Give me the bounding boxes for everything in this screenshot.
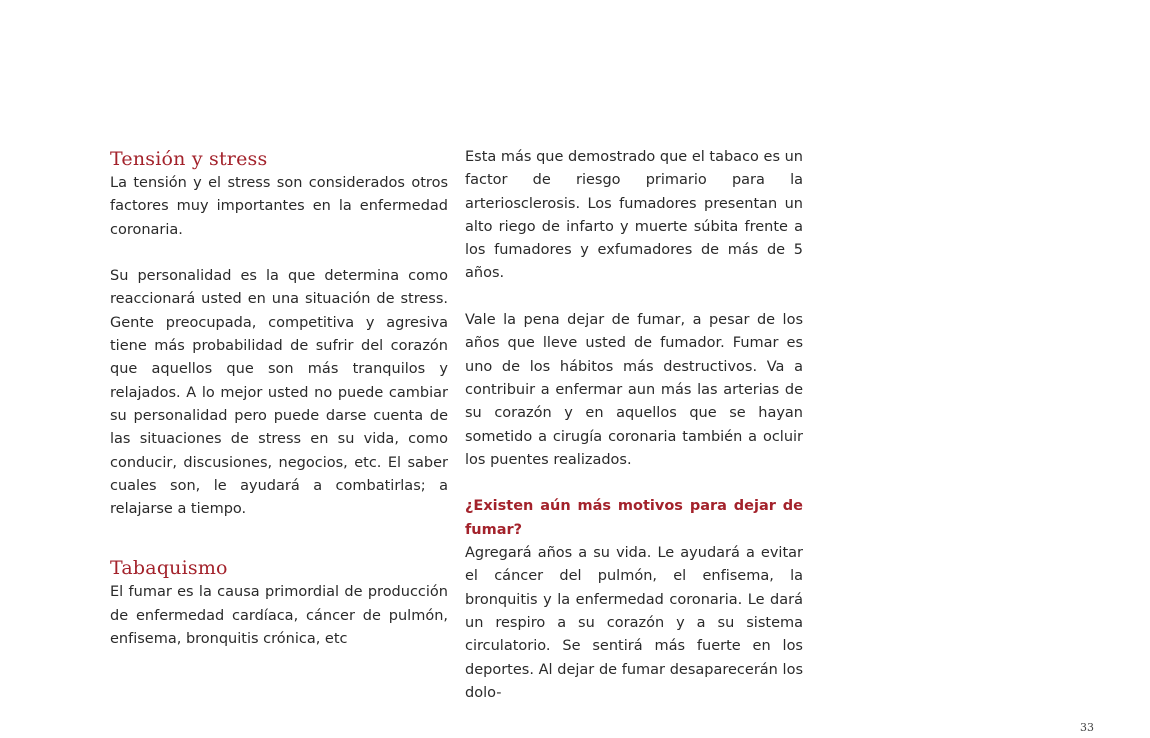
page-number: 33 [1080,721,1094,734]
paragraph-benefits: Agregará años a su vida. Le ayudará a evitar el cáncer del pulmón, el enfisema, la bronquitis y la enfermedad coronaria. Le dará un respiro a su corazón y a su sistema circulatorio. Se sentirá más fuerte en los deportes. Al dejar de fumar desaparecerán los dolo- [465,545,803,701]
paragraph-spacer [465,286,803,309]
paragraph-spacer [465,472,803,495]
paragraph-personality: Su personalidad es la que determina como reaccionará usted en una situación de stress. Gente preocupada, competitiva y agresiva tiene más probabilidad de sufrir del corazón que aquellos que son más tranquilos y relajados. A lo mejor usted no puede cambiar su personalidad pero puede darse cuenta de las situaciones de stress en su vida, como conducir, discusiones, negocios, etc. El saber cuales son, le ayudará a combatirlas; a relajarse a tiempo. [110,268,448,518]
section-title-tension: Tensión y stress [110,148,268,170]
paragraph-tobacco-risk: Esta más que demostrado que el tabaco es un factor de riesgo primario para la arteriosclerosis. Los fumadores presentan un alto riego de infarto y muerte súbita frente a los fumadores y exfumadores de más de 5 años. [465,149,803,282]
section-title-tabaquismo: Tabaquismo [110,557,228,580]
left-column [110,146,448,651]
section-spacer [110,521,448,555]
right-column [465,146,803,705]
paragraph-spacer [110,242,448,265]
paragraph-tension-intro: La tensión y el stress son considerados otros factores muy importantes en la enfermedad coronaria. [110,175,448,238]
question-heading: ¿Existen aún más motivos para dejar de fumar? [465,498,803,538]
paragraph-smoking-cause: El fumar es la causa primordial de producción de enfermedad cardíaca, cáncer de pulmón, enfisema, bronquitis crónica, etc [110,584,448,648]
paragraph-quit-smoking: Vale la pena dejar de fumar, a pesar de los años que lleve usted de fumador. Fumar es uno de los hábitos más destructivos. Va a contribuir a enfermar aun más las arterias de su corazón y en aquellos que se hayan sometido a cirugía coronaria también a ocluir los puentes realizados. [465,312,803,468]
